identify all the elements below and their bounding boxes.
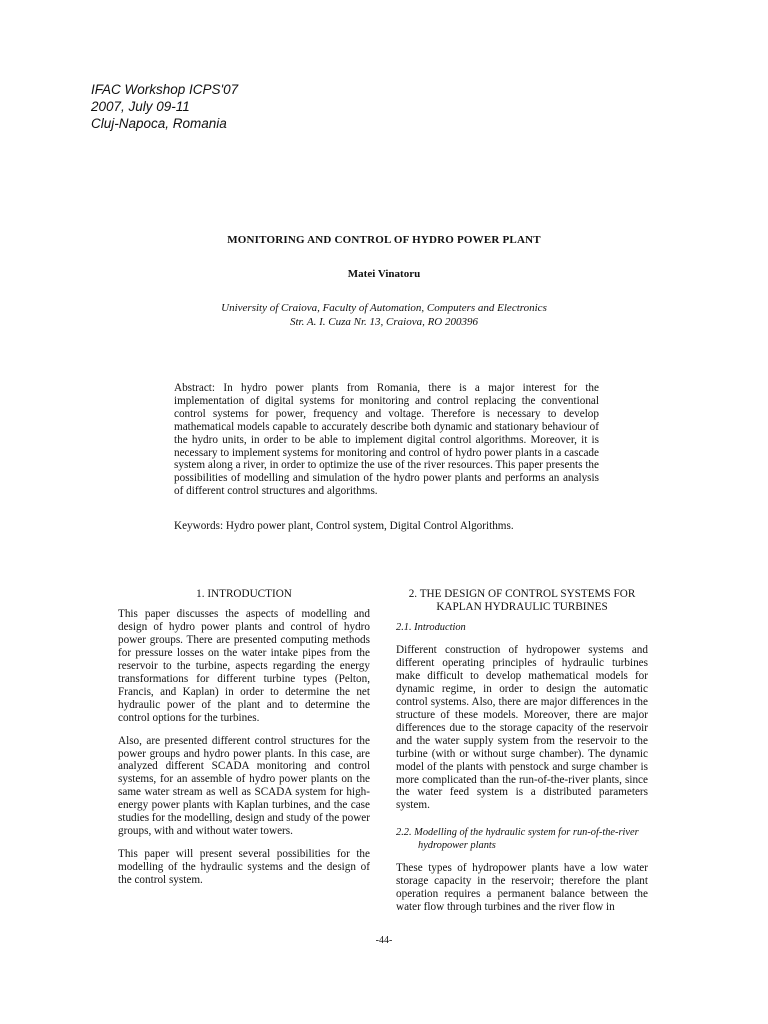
section-title-line-1: 2. THE DESIGN OF CONTROL SYSTEMS FOR <box>408 588 636 600</box>
paper-title: MONITORING AND CONTROL OF HYDRO POWER PLANT <box>227 234 541 246</box>
left-column <box>118 588 370 897</box>
section-title-introduction: 1. INTRODUCTION <box>196 588 292 600</box>
page-number: -44- <box>375 935 393 946</box>
conference-location: Cluj-Napoca, Romania <box>91 116 227 131</box>
paragraph: This paper will present several possibilities for the modelling of the hydraulic systems and the design of the control system. <box>118 848 370 887</box>
affiliation-line-2: Str. A. I. Cuza Nr. 13, Craiova, RO 200396 <box>289 316 479 328</box>
conference-dates: 2007, July 09-11 <box>91 99 190 114</box>
paragraph: This paper discusses the aspects of modelling and design of hydro power plants and control of hydro power groups. There are presented computing methods for pressure losses on the water intake pipes from the reservoir to the turbine, aspects regarding the energy transformations for different turbine types (Pelton, Francis, and Kaplan) in order to determine the net hydraulic power of the plant and to determine the control options for the turbines. <box>118 608 370 724</box>
paper-author: Matei Vinatoru <box>347 268 421 280</box>
conference-header <box>91 81 238 132</box>
conference-name: IFAC Workshop ICPS'07 <box>91 82 239 97</box>
paragraph: These types of hydropower plants have a low water storage capacity in the reservoir; therefore the plant operation requires a permanent balance between the water flow through turbines and the river flow in <box>396 862 648 914</box>
keywords: Keywords: Hydro power plant, Control system, Digital Control Algorithms. <box>174 520 514 532</box>
section-title-line-2: KAPLAN HYDRAULIC TURBINES <box>436 601 608 613</box>
subsection-title-introduction: 2.1. Introduction <box>396 622 466 633</box>
paragraph: Also, are presented different control structures for the power groups and hydro power plants. In this case, are analyzed different SCADA monitoring and control systems, for an assemble of hydro power plants on the same water stream as well as SCADA system for high-energy power plants with Kaplan turbines, and the case studies for the modelling, design and study of the power groups, with and without water towers. <box>118 734 370 838</box>
paragraph: Different construction of hydropower systems and different operating principles of hydraulic turbines make difficult to develop mathematical models for dynamic regime, in order to design the automatic control systems. Also, there are major differences in the structure of these models. Moreover, there are major differences due to the storage capacity of the reservoir and the water supply system from the reservoir to the turbine (with or without surge chamber). The dynamic model of the plants with penstock and surge chamber is more complicated than the run-of-the-river plants, since the water feed system is a distributed parameters system. <box>396 644 648 812</box>
author-affiliation <box>0 301 768 329</box>
right-column <box>396 588 648 924</box>
subsection-title-modelling: 2.2. Modelling of the hydraulic system for run-of-the-river hydropower plants <box>396 827 639 852</box>
section-title-design <box>396 588 648 614</box>
affiliation-line-1: University of Craiova, Faculty of Automation, Computers and Electronics <box>221 302 547 314</box>
abstract: Abstract: In hydro power plants from Romania, there is a major interest for the implementation of digital systems for monitoring and control replacing the conventional control systems for power, frequency and voltage. Therefore is necessary to develop mathematical models capable to accurately describe both dynamic and stationary behaviour of the hydro units, in order to be able to implement digital control algorithms. Moreover, it is necessary to implement systems for monitoring and control of hydro power plants in a cascade system along a river, in order to optimize the use of the river resources. This paper presents the possibilities of modelling and simulation of the hydro power plants and performs an analysis of different control structures and algorithms. <box>174 382 599 498</box>
